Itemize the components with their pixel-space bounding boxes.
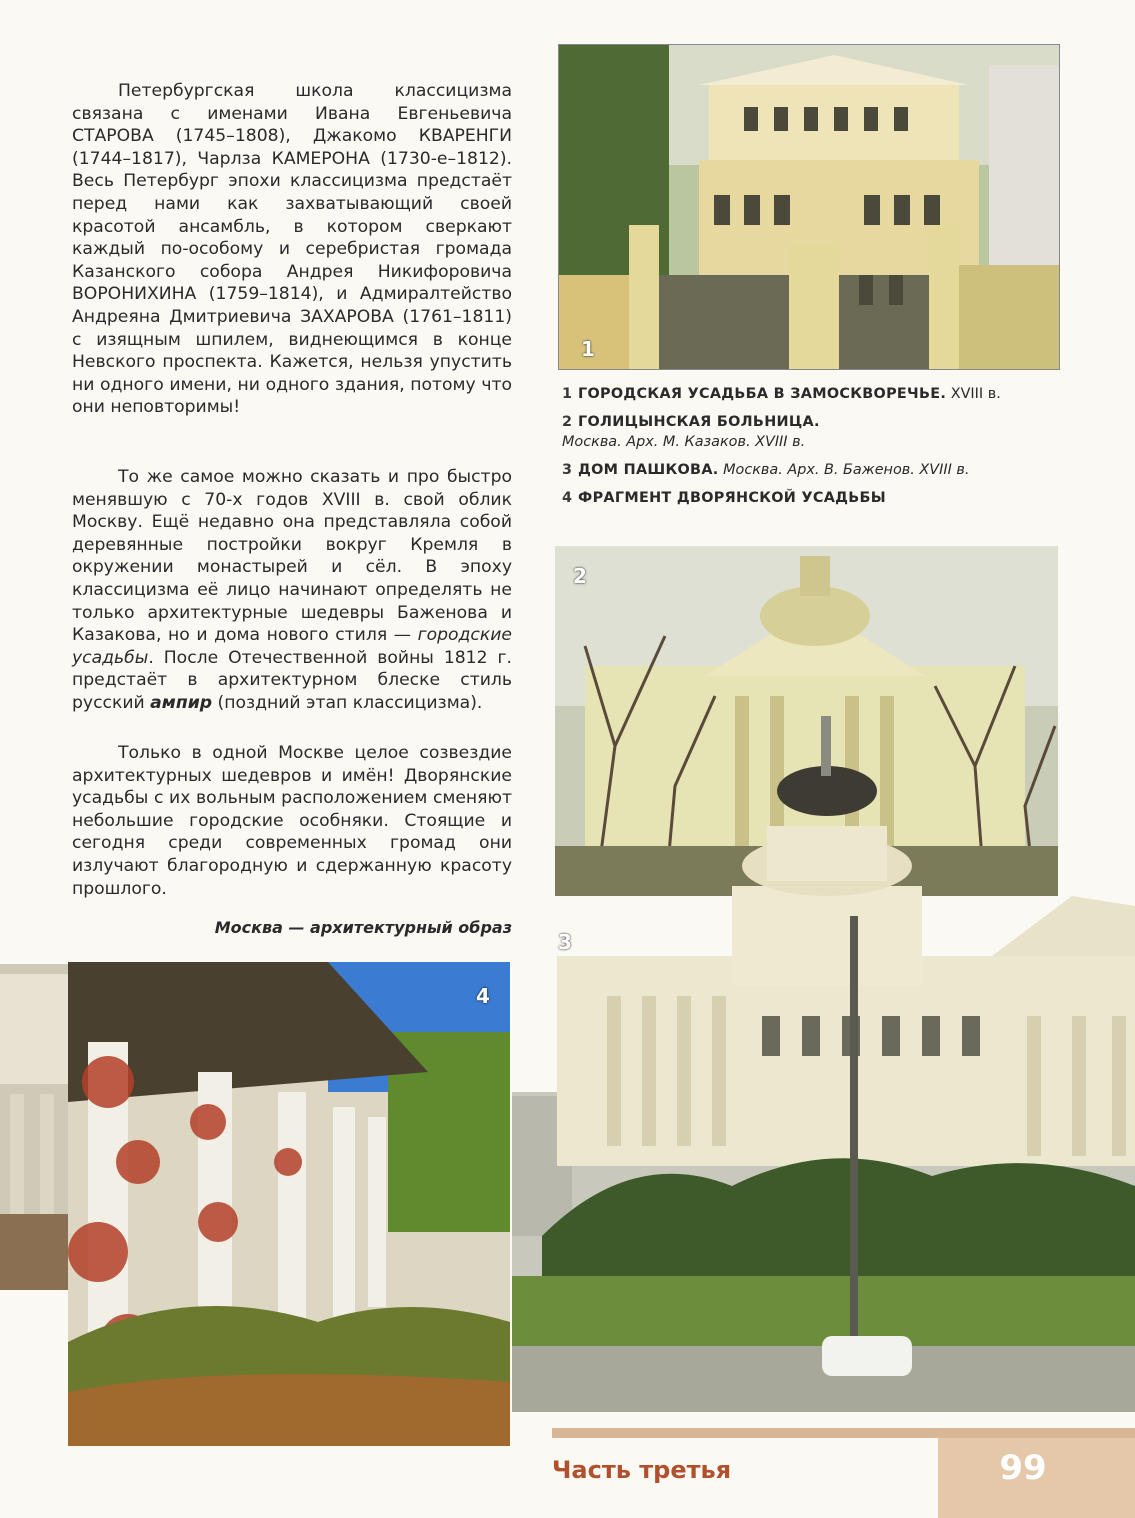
page-number: 99 [999, 1448, 1047, 1488]
caption-detail: Москва. Арх. В. Баженов. XVIII в. [723, 462, 970, 478]
caption-number: 3 [562, 462, 573, 478]
photo-number: 4 [476, 984, 490, 1008]
caption-2 [562, 412, 1082, 452]
caption-title: ДОМ ПАШКОВА. [578, 462, 719, 478]
paragraph-text: Петербургская школа классицизма связана с именами Ивана Евгеньевича СТАРОВА (1745–1808), Джакомо КВАРЕНГИ (1744–1817), Чарлза КАМЕРОНА (1730-е–1812). Весь Петербург эпохи классицизма предстаёт перед нами как захватывающий своей красотой ансамбль, в котором сверкают каждый по-особому и серебристая громада Казанского собора Андрея Никифоровича ВОРОНИХИНА (1759–1814), и Адмиралтейство Андреяна Дмитриевича ЗАХАРОВА (1761–1811) с изящным шпилем, виднеющимся в конце Невского проспекта. Кажется, нельзя упустить ни одного имени, ни одного здания, потому что они неповторимы! [72, 81, 512, 418]
caption-century: XVIII в. [950, 386, 1001, 402]
part-title: Часть третья [552, 1456, 732, 1484]
paragraph-text: Только в одной Москве целое созвездие архитектурных шедевров и имён! Дворянские усадьбы с их вольным расположением сменяют небольшие городские особняки. Стоящие и сегодня среди современных громад они излучают благородную и сдержанную красоту прошлого. [72, 743, 512, 899]
caption-title: ФРАГМЕНТ ДВОРЯНСКОЙ УСАДЬБЫ [578, 490, 887, 506]
caption-3 [562, 460, 1082, 480]
caption-title: ГОРОДСКАЯ УСАДЬБА В ЗАМОСКВОРЕЧЬЕ. [578, 386, 947, 402]
paragraph-estates [72, 742, 512, 900]
photo-number: 2 [573, 564, 587, 588]
paragraph-text: То же самое можно сказать и про быстро менявшую с 70-х годов XVIII в. свой облик Москву. Ещё недавно она представляла собой деревянные постройки вокруг Кремля в окружении монастырей и сёл. В эпоху классицизма её лицо начинают определять не только архитектурные шедевры Баженова и Казакова, но и дома нового стиля — [72, 467, 512, 646]
caption-title: ГОЛИЦЫНСКАЯ БОЛЬНИЦА. [578, 414, 820, 430]
caption-number: 2 [562, 414, 573, 430]
paragraph-text: . После Отечественной войны 1812 г. предстаёт в архитектурном блеске стиль русский [72, 647, 512, 713]
caption-4 [562, 488, 1082, 508]
caption-detail: Москва. Арх. М. Казаков. XVIII в. [562, 434, 806, 450]
photo-city-estate [558, 44, 1060, 370]
photo-noble-estate-fragment [68, 962, 510, 1446]
footer-rule [552, 1428, 1135, 1438]
paragraph-petersburg [72, 80, 512, 419]
photo-colonnade-edge [0, 964, 68, 1290]
photo-number: 3 [558, 930, 572, 954]
caption-number: 1 [562, 386, 573, 402]
caption-number: 4 [562, 490, 573, 506]
term-city-estates: городские усадьбы [72, 625, 512, 668]
caption-1 [562, 384, 1082, 404]
paragraph-moscow [72, 466, 512, 715]
captions [562, 384, 1082, 516]
term-empire: ампир [150, 692, 213, 713]
source-attribution: Москва — архитектурный образ [214, 918, 512, 937]
photo-number: 1 [581, 337, 595, 361]
paragraph-text: (поздний этап классицизма). [217, 692, 483, 713]
photo-pashkov-house [512, 716, 1135, 1412]
